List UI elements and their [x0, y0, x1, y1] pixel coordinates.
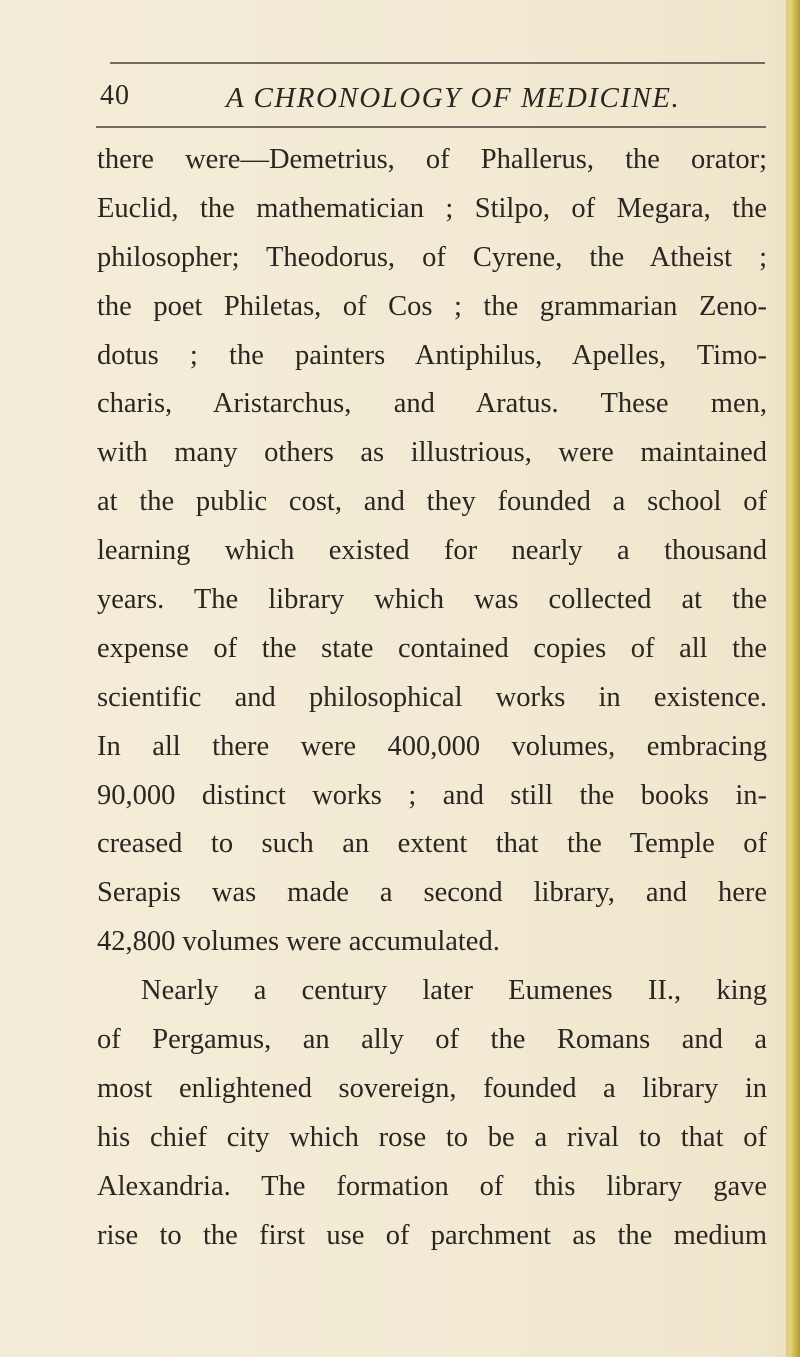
- text-line: expense of the state contained copies of all the: [97, 632, 767, 664]
- text-line: charis, Aristarchus, and Aratus. These men,: [97, 388, 767, 420]
- text-line: years. The library which was collected at the: [97, 584, 767, 616]
- text-line: dotus ; the painters Antiphilus, Apelles, Timo-: [97, 339, 767, 371]
- text-line: Euclid, the mathematician ; Stilpo, of Megara, the: [97, 192, 767, 224]
- running-title: A CHRONOLOGY OF MEDICINE.: [226, 82, 681, 114]
- text-line: 42,800 volumes were accumulated.: [97, 926, 500, 958]
- text-line: his chief city which rose to be a rival to that of: [97, 1121, 767, 1153]
- text-line: the poet Philetas, of Cos ; the grammarian Zeno-: [97, 290, 767, 322]
- text-line: Serapis was made a second library, and here: [97, 877, 767, 909]
- header-rule-bottom: [96, 126, 766, 128]
- text-line: there were—Demetrius, of Phallerus, the orator;: [97, 144, 767, 175]
- text-line: Nearly a century later Eumenes II., king: [141, 975, 767, 1007]
- text-line: philosopher; Theodorus, of Cyrene, the Atheist ;: [97, 241, 767, 273]
- page-edge-gilt: [786, 0, 800, 1357]
- header-rule-top: [110, 62, 765, 64]
- text-line: In all there were 400,000 volumes, embracing: [97, 730, 767, 762]
- text-line: 90,000 distinct works ; and still the books in-: [97, 779, 767, 811]
- text-line: of Pergamus, an ally of the Romans and a: [97, 1024, 767, 1056]
- text-line: at the public cost, and they founded a school of: [97, 486, 767, 518]
- text-line: scientific and philosophical works in existence.: [97, 681, 767, 713]
- text-line: rise to the first use of parchment as the medium: [97, 1219, 767, 1251]
- text-line: Alexandria. The formation of this library gave: [97, 1170, 767, 1202]
- text-line: creased to such an extent that the Temple of: [97, 828, 767, 860]
- page-number: 40: [100, 80, 130, 111]
- text-line: most enlightened sovereign, founded a library in: [97, 1072, 767, 1104]
- text-line: learning which existed for nearly a thousand: [97, 535, 767, 567]
- body-text: [97, 136, 767, 1260]
- text-line: with many others as illustrious, were maintained: [97, 437, 767, 469]
